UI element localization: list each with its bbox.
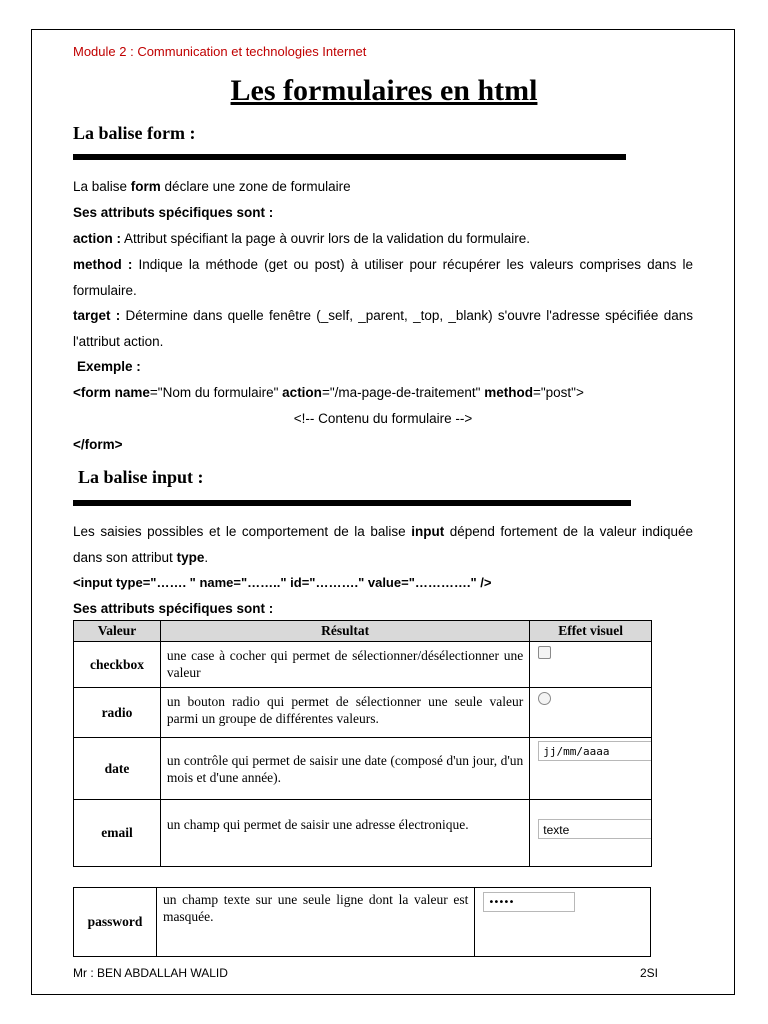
input-attrs-heading: Ses attributs spécifiques sont :	[73, 601, 274, 616]
code-form-close: </form>	[73, 437, 123, 452]
module-header: Module 2 : Communication et technologies Internet	[73, 44, 367, 59]
form-intro: La balise form déclare une zone de formulaire	[73, 179, 351, 194]
table-row	[74, 688, 652, 738]
checkbox-demo[interactable]	[538, 646, 551, 659]
col-header-resultat: Résultat	[160, 621, 529, 642]
cell-valeur: password	[74, 888, 157, 957]
attr-target: target : Détermine dans quelle fenêtre (_self, _parent, _top, _blank) s'ouvre l'adresse spécifiée dans l'attribut action.	[73, 308, 693, 349]
footer-class: 2SI	[640, 966, 659, 980]
code-form-open: <form name="Nom du formulaire" action="/ma-page-de-traitement" method="post">	[73, 385, 584, 400]
email-input-demo[interactable]: texte	[538, 819, 651, 839]
cell-effet	[530, 738, 652, 800]
attr-method: method : Indique la méthode (get ou post) à utiliser pour récupérer les valeurs comprises dans le formulaire.	[73, 257, 693, 298]
cell-effet	[475, 888, 651, 957]
password-table	[73, 887, 651, 957]
cell-valeur: radio	[74, 688, 161, 738]
code-comment: <!-- Contenu du formulaire -->	[293, 411, 473, 426]
date-input-demo[interactable]: jj/mm/aaaa	[538, 741, 651, 761]
form-attrs-heading: Ses attributs spécifiques sont :	[73, 205, 274, 220]
cell-effet	[530, 688, 652, 738]
input-types-table	[73, 620, 652, 867]
cell-valeur: checkbox	[74, 642, 161, 688]
heading-rule	[73, 500, 631, 506]
table-row	[74, 738, 652, 800]
col-header-valeur: Valeur	[74, 621, 161, 642]
radio-demo[interactable]	[538, 692, 551, 705]
password-input-demo[interactable]: •••••	[483, 892, 575, 912]
col-header-effet: Effet visuel	[530, 621, 652, 642]
page-title: Les formulaires en html	[230, 74, 538, 107]
example-label: Exemple :	[77, 359, 141, 374]
heading-rule	[73, 154, 626, 160]
cell-resultat: un champ qui permet de saisir une adresse électronique.	[160, 800, 529, 867]
table-row	[74, 888, 651, 957]
input-syntax: <input type="……. " name="…….." id="………." value="…………." />	[73, 575, 492, 590]
heading-form: La balise form :	[73, 123, 196, 143]
cell-resultat: un champ texte sur une seule ligne dont la valeur est masquée.	[156, 888, 474, 957]
footer-author: Mr : BEN ABDALLAH WALID	[73, 966, 228, 980]
table-row	[74, 800, 652, 867]
cell-resultat: un bouton radio qui permet de sélectionner une seule valeur parmi un groupe de différentes valeurs.	[160, 688, 529, 738]
cell-resultat: une case à cocher qui permet de sélectionner/désélectionner une valeur	[160, 642, 529, 688]
heading-input: La balise input :	[78, 467, 204, 487]
cell-valeur: date	[74, 738, 161, 800]
input-description: Les saisies possibles et le comportement de la balise input dépend fortement de la valeur indiquée dans son attribut type.	[73, 524, 693, 565]
cell-valeur: email	[74, 800, 161, 867]
cell-resultat: un contrôle qui permet de saisir une date (composé d'un jour, d'un mois et d'une année).	[160, 738, 529, 800]
cell-effet	[530, 800, 652, 867]
cell-effet	[530, 642, 652, 688]
table-row	[74, 642, 652, 688]
attr-action: action : Attribut spécifiant la page à ouvrir lors de la validation du formulaire.	[73, 231, 530, 246]
